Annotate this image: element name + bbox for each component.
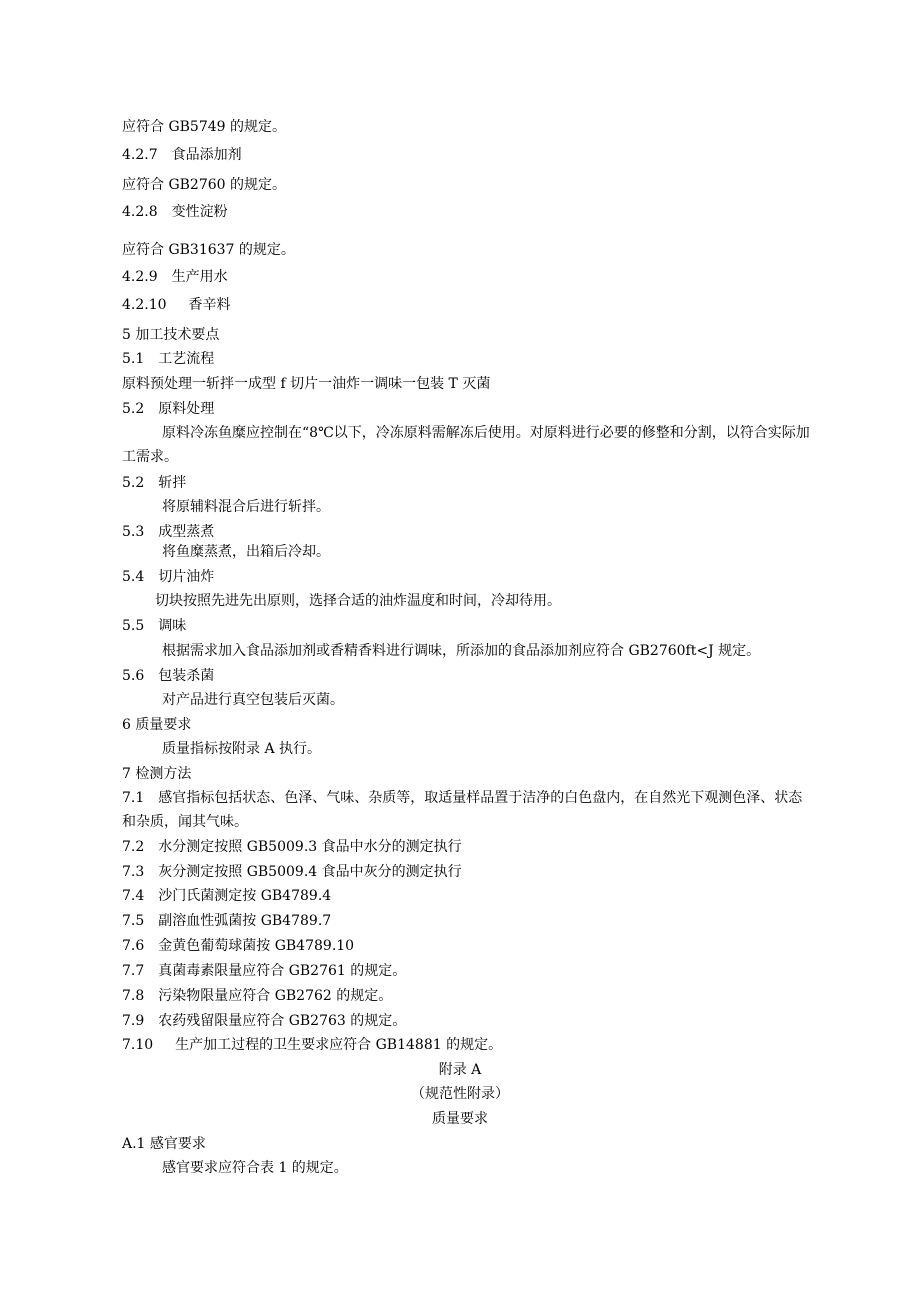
paragraph: 对产品进行真空包装后灭菌。 bbox=[162, 692, 344, 708]
section-number: 7.6 bbox=[122, 938, 145, 954]
section-number: 5.3 bbox=[122, 524, 145, 540]
section-title: 斩拌 bbox=[158, 475, 187, 491]
section-number: 5.2 bbox=[122, 401, 145, 417]
paragraph: 质量指标按附录 A 执行。 bbox=[162, 741, 322, 757]
appendix-title: 附录 A bbox=[438, 1062, 482, 1078]
paragraph: 切块按照先进先出原则，选择合适的油炸温度和时间，冷却待用。 bbox=[155, 593, 561, 609]
section-title: 生产用水 bbox=[171, 269, 228, 285]
section-number: 4.2.9 bbox=[122, 269, 158, 285]
section-item bbox=[122, 962, 406, 980]
section-text: 副溶血性弧菌按 GB4789.7 bbox=[158, 913, 332, 929]
paragraph: 将鱼糜蒸煮，出箱后冷却。 bbox=[162, 544, 330, 560]
section-text: 沙门氏菌测定按 GB4789.4 bbox=[158, 888, 332, 904]
section-number: 5.1 bbox=[122, 351, 145, 367]
section-text: 真菌毒素限量应符合 GB2761 的规定。 bbox=[158, 963, 407, 979]
section-text: 生产加工过程的卫生要求应符合 GB14881 的规定。 bbox=[175, 1037, 503, 1053]
section-number: 7.10 bbox=[122, 1037, 154, 1053]
section-heading bbox=[122, 203, 228, 221]
section-heading bbox=[122, 667, 214, 685]
section-title: 切片油炸 bbox=[158, 569, 215, 585]
section-title: 变性淀粉 bbox=[171, 204, 228, 220]
section-title: 调味 bbox=[158, 618, 187, 634]
section-heading bbox=[122, 523, 214, 541]
section-title: 工艺流程 bbox=[158, 351, 215, 367]
section-item bbox=[122, 987, 392, 1005]
section-number: 7.1 bbox=[122, 790, 145, 806]
section-number: 7.4 bbox=[122, 888, 145, 904]
section-item bbox=[122, 937, 354, 955]
paragraph: 应符合 GB31637 的规定。 bbox=[122, 242, 295, 258]
section-heading bbox=[122, 350, 214, 368]
section-title: 原料处理 bbox=[158, 401, 215, 417]
section-item bbox=[122, 1012, 406, 1030]
section-text: 金黄色葡萄球菌按 GB4789.10 bbox=[158, 938, 355, 954]
section-text: 污染物限量应符合 GB2762 的规定。 bbox=[158, 988, 393, 1004]
chapter-heading: 7 检测方法 bbox=[122, 766, 192, 782]
section-title: 食品添加剂 bbox=[171, 147, 242, 163]
section-heading bbox=[122, 568, 214, 586]
section-text: 灰分测定按照 GB5009.4 食品中灰分的测定执行 bbox=[158, 864, 462, 880]
section-heading bbox=[122, 617, 186, 635]
paragraph: 原料预处理一斩拌一成型 f 切片一油炸一调味一包装 T 灭菌 bbox=[122, 376, 491, 392]
section-title: 包装杀菌 bbox=[158, 668, 215, 684]
section-text: 水分测定按照 GB5009.3 食品中水分的测定执行 bbox=[158, 839, 462, 855]
section-item bbox=[122, 912, 331, 930]
paragraph: 将原辅料混合后进行斩拌。 bbox=[162, 499, 330, 515]
section-number: 7.2 bbox=[122, 839, 145, 855]
paragraph: 根据需求加入食品添加剂或香精香料进行调味，所添加的食品添加剂应符合 GB2760ft<J 规定。 bbox=[162, 643, 761, 659]
section-item bbox=[122, 838, 462, 856]
section-heading bbox=[122, 296, 231, 314]
section-title: 香辛料 bbox=[188, 297, 231, 313]
section-item bbox=[122, 887, 331, 905]
paragraph: 应符合 GB2760 的规定。 bbox=[122, 177, 287, 193]
appendix-subtitle: （规范性附录） bbox=[411, 1086, 509, 1102]
section-heading bbox=[122, 268, 228, 286]
section-number: 7.9 bbox=[122, 1013, 145, 1029]
section-title: 成型蒸煮 bbox=[158, 524, 215, 540]
section-number: 7.5 bbox=[122, 913, 145, 929]
section-number: 7.3 bbox=[122, 864, 145, 880]
section-number: 5.5 bbox=[122, 618, 145, 634]
section-text: 农药残留限量应符合 GB2763 的规定。 bbox=[158, 1013, 407, 1029]
section-number: 7.8 bbox=[122, 988, 145, 1004]
section-item bbox=[122, 1036, 502, 1054]
section-text: 感官指标包括状态、色泽、气味、杂质等，取适量样品置于洁净的白色盘内，在自然光下观测色泽、状态和杂质，闻其气味。 bbox=[122, 790, 803, 830]
appendix-heading: 质量要求 bbox=[432, 1111, 488, 1127]
section-heading bbox=[122, 146, 242, 164]
section-heading bbox=[122, 474, 186, 492]
chapter-heading: 5 加工技术要点 bbox=[122, 327, 220, 343]
section-number: 4.2.10 bbox=[122, 297, 167, 313]
paragraph: 感官要求应符合表 1 的规定。 bbox=[162, 1160, 348, 1176]
section-heading: A.1 感官要求 bbox=[122, 1136, 206, 1152]
section-number: 7.7 bbox=[122, 963, 145, 979]
paragraph: 原料冷冻鱼糜应控制在“8℃以下，冷冻原料需解冻后使用。对原料进行必要的修整和分割，以符合实际加工需求。 bbox=[122, 425, 810, 465]
chapter-heading: 6 质量要求 bbox=[122, 717, 192, 733]
section-number: 5.6 bbox=[122, 668, 145, 684]
paragraph: 应符合 GB5749 的规定。 bbox=[122, 119, 287, 135]
section-number: 4.2.8 bbox=[122, 204, 158, 220]
section-item bbox=[122, 863, 462, 881]
section-item bbox=[122, 786, 812, 834]
section-number: 5.2 bbox=[122, 475, 145, 491]
section-number: 4.2.7 bbox=[122, 147, 158, 163]
section-heading bbox=[122, 400, 214, 418]
section-number: 5.4 bbox=[122, 569, 145, 585]
